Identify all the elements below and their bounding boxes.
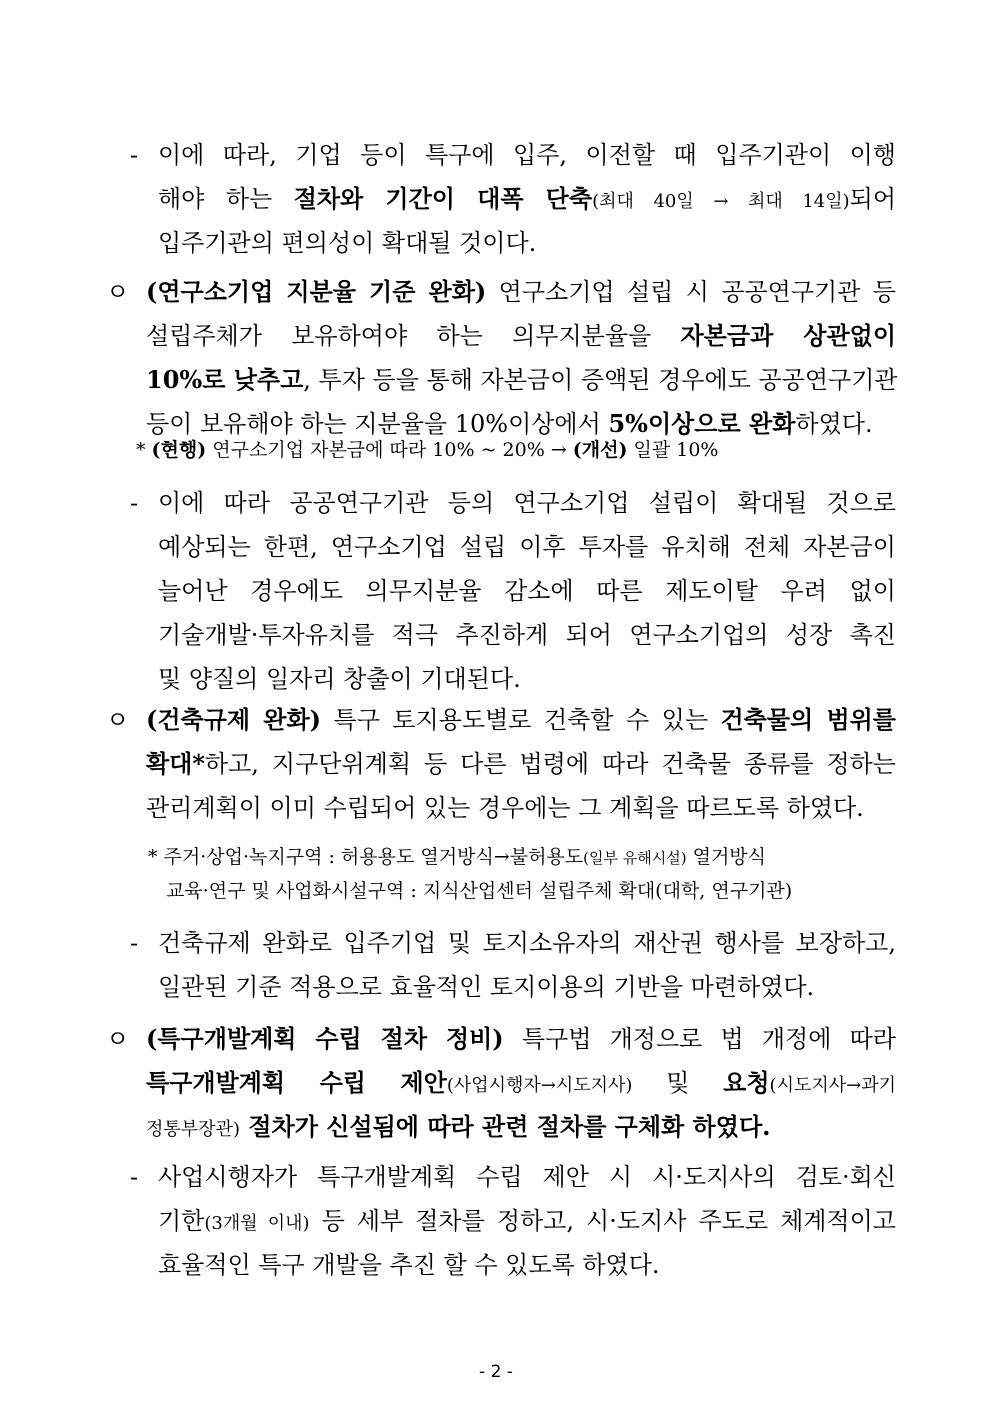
text-line: 확대*하고, 지구단위계획 등 다른 법령에 따라 건축물 종류를 정하는 bbox=[146, 749, 896, 778]
paragraph-expected-effect bbox=[158, 481, 896, 701]
text-line: 정통부장관) 절차가 신설됨에 따라 관련 절차를 구체화 하였다. bbox=[146, 1112, 771, 1141]
dash-bullet: - bbox=[130, 1163, 139, 1191]
text-line: (특구개발계획 수립 절차 정비) 특구법 개정으로 법 개정에 따라 bbox=[146, 1024, 896, 1053]
text-line: 건축규제 완화로 입주기업 및 토지소유자의 재산권 행사를 보장하고, bbox=[158, 929, 896, 957]
text-line: 기한(3개월 이내) 등 세부 절차를 정하고, 시·도지사 주도로 체계적이고 bbox=[158, 1207, 896, 1235]
footnote-zoning: * 주거·상업·녹지구역 : 허용용도 열거방식→불허용도(일부 유해시설) 열거방식 bbox=[148, 846, 767, 868]
page-number: - 2 - bbox=[479, 1362, 513, 1382]
text-line: 등이 보유해야 하는 지분율을 10%이상에서 5%이상으로 완화하였다. bbox=[146, 409, 873, 438]
text-line: 10%로 낮추고, 투자 등을 통해 자본금이 증액된 경우에도 공공연구기관 bbox=[146, 365, 898, 394]
paragraph-review-deadline bbox=[158, 1155, 896, 1287]
circle-bullet: ㅇ bbox=[106, 278, 130, 306]
paragraph-development-plan bbox=[146, 1017, 896, 1149]
text-line: 효율적인 특구 개발을 추진 할 수 있도록 하였다. bbox=[158, 1251, 660, 1279]
dash-bullet: - bbox=[130, 489, 139, 517]
paragraph-building-regulation bbox=[146, 698, 896, 830]
text-line: 사업시행자가 특구개발계획 수립 제안 시 시·도지사의 검토·회신 bbox=[158, 1163, 896, 1191]
text-line: 및 양질의 일자리 창출이 기대된다. bbox=[158, 665, 521, 693]
text-line: 예상되는 한편, 연구소기업 설립 이후 투자를 유치해 전체 자본금이 bbox=[158, 533, 896, 561]
footnote-current-vs-improved: * (현행) 연구소기업 자본금에 따라 10% ~ 20% → (개선) 일괄 10% bbox=[136, 439, 719, 461]
text-line: 관리계획이 이미 수립되어 있는 경우에는 그 계획을 따르도록 하였다. bbox=[146, 794, 864, 822]
text-line: 입주기관의 편의성이 확대될 것이다. bbox=[158, 229, 537, 257]
footnote-education-zone: 교육·연구 및 사업화시설구역 : 지식산업센터 설립주체 확대(대학, 연구기관) bbox=[166, 880, 793, 902]
text-line: (건축규제 완화) 특구 토지용도별로 건축할 수 있는 건축물의 범위를 bbox=[146, 705, 896, 734]
text-line: 일관된 기준 적용으로 효율적인 토지이용의 기반을 마련하였다. bbox=[158, 973, 815, 1001]
text-line: 설립주체가 보유하여야 하는 의무지분율을 자본금과 상관없이 bbox=[146, 321, 897, 350]
paragraph-property-rights bbox=[158, 921, 896, 1009]
paragraph-research-company-equity bbox=[146, 270, 896, 446]
text-line: 이에 따라, 기업 등이 특구에 입주, 이전할 때 입주기관이 이행 bbox=[158, 141, 896, 169]
circle-bullet: ㅇ bbox=[106, 706, 130, 734]
text-line: 이에 따라 공공연구기관 등의 연구소기업 설립이 확대될 것으로 bbox=[158, 489, 896, 517]
text-line: 해야 하는 절차와 기간이 대폭 단축(최대 40일 → 최대 14일)되어 bbox=[158, 184, 897, 213]
dash-bullet: - bbox=[130, 141, 139, 169]
text-line: (연구소기업 지분율 기준 완화) 연구소기업 설립 시 공공연구기관 등 bbox=[146, 277, 896, 306]
text-line: 늘어난 경우에도 의무지분율 감소에 따른 제도이탈 우려 없이 bbox=[158, 577, 896, 605]
paragraph-checkin-procedure bbox=[158, 133, 896, 265]
dash-bullet: - bbox=[130, 929, 139, 957]
text-line: 기술개발·투자유치를 적극 추진하게 되어 연구소기업의 성장 촉진 bbox=[158, 621, 896, 649]
text-line: 특구개발계획 수립 제안(사업시행자→시도지사) 및 요청(시도지사→과기 bbox=[146, 1068, 896, 1097]
circle-bullet: ㅇ bbox=[106, 1025, 130, 1053]
